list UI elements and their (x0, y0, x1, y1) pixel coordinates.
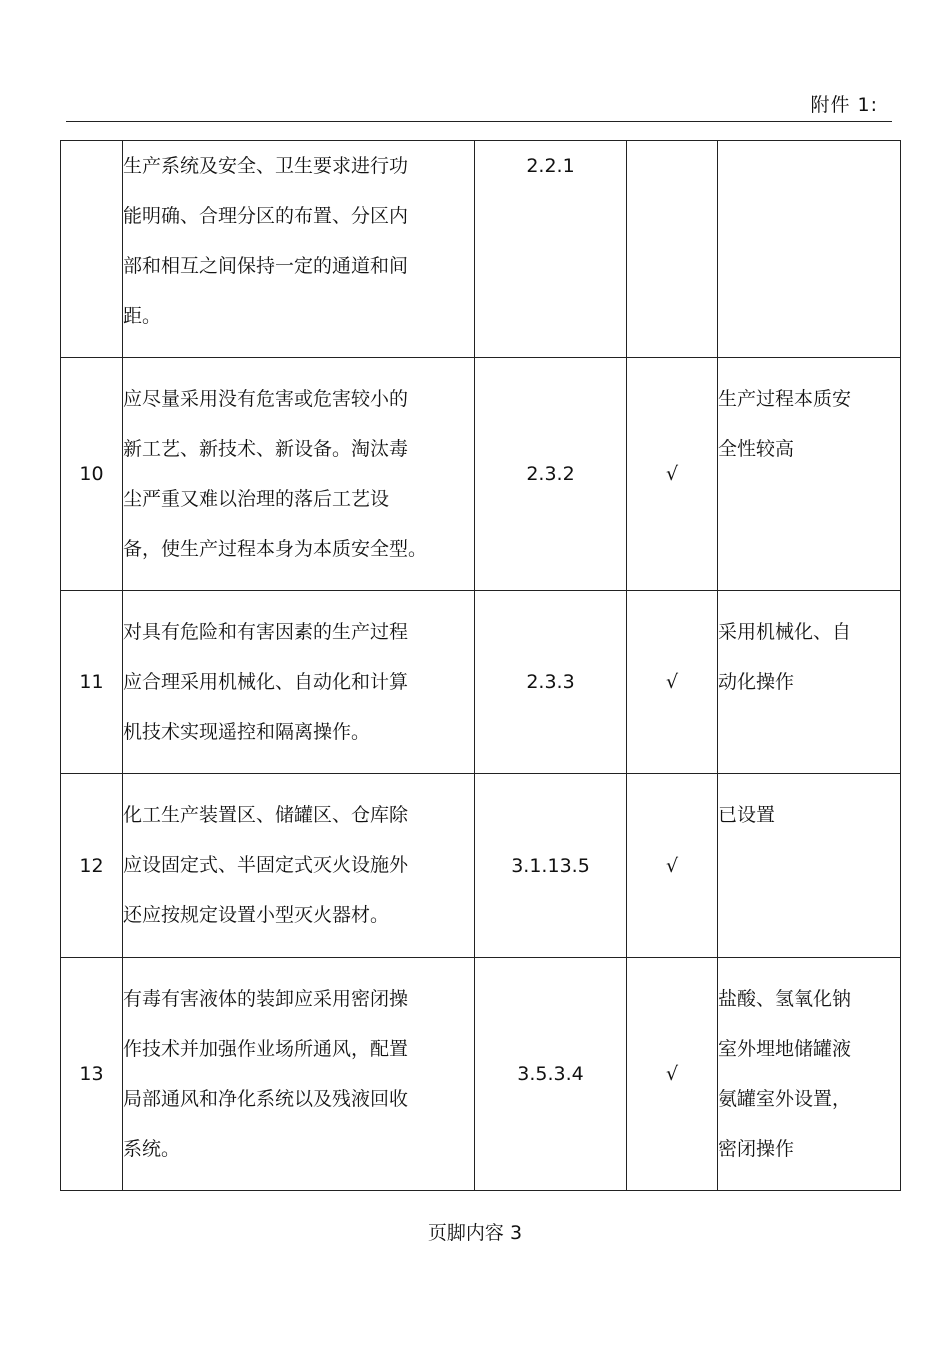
remark-text: 已设置 (718, 774, 901, 958)
requirement-text: 生产系统及安全、卫生要求进行功 能明确、合理分区的布置、分区内 部和相互之间保持一定的通道和间 距。 (123, 141, 475, 358)
table-row (61, 141, 901, 358)
row-number: 13 (61, 958, 123, 1191)
requirement-text: 应尽量采用没有危害或危害较小的 新工艺、新技术、新设备。淘汰毒 尘严重又难以治理的落后工艺设 备，使生产过程本身为本质安全型。 (123, 358, 475, 591)
compliance-check: √ (627, 774, 718, 958)
row-number: 11 (61, 591, 123, 774)
remark-text: 生产过程本质安 全性较高 (718, 358, 901, 591)
row-number (61, 141, 123, 358)
header-divider (66, 121, 892, 122)
requirement-text: 化工生产装置区、储罐区、仓库除 应设固定式、半固定式灭火设施外 还应按规定设置小型灭火器材。 (123, 774, 475, 958)
table-row (61, 958, 901, 1191)
requirements-table (60, 140, 901, 1191)
remark-text (718, 141, 901, 358)
clause-number: 3.5.3.4 (475, 958, 627, 1191)
remark-text: 盐酸、氢氧化钠 室外埋地储罐液 氨罐室外设置， 密闭操作 (718, 958, 901, 1191)
clause-number: 2.2.1 (475, 141, 627, 358)
row-number: 10 (61, 358, 123, 591)
compliance-check: √ (627, 958, 718, 1191)
compliance-check (627, 141, 718, 358)
clause-number: 2.3.2 (475, 358, 627, 591)
requirement-text: 有毒有害液体的装卸应采用密闭操 作技术并加强作业场所通风，配置 局部通风和净化系统以及残液回收 系统。 (123, 958, 475, 1191)
clause-number: 2.3.3 (475, 591, 627, 774)
remark-text: 采用机械化、自 动化操作 (718, 591, 901, 774)
row-number: 12 (61, 774, 123, 958)
table-row (61, 358, 901, 591)
attachment-label: 附件 1: (810, 94, 878, 116)
compliance-check: √ (627, 358, 718, 591)
requirement-text: 对具有危险和有害因素的生产过程 应合理采用机械化、自动化和计算 机技术实现遥控和隔离操作。 (123, 591, 475, 774)
table-row (61, 591, 901, 774)
page-footer: 页脚内容 3 (427, 1222, 523, 1244)
table-row (61, 774, 901, 958)
clause-number: 3.1.13.5 (475, 774, 627, 958)
compliance-check: √ (627, 591, 718, 774)
